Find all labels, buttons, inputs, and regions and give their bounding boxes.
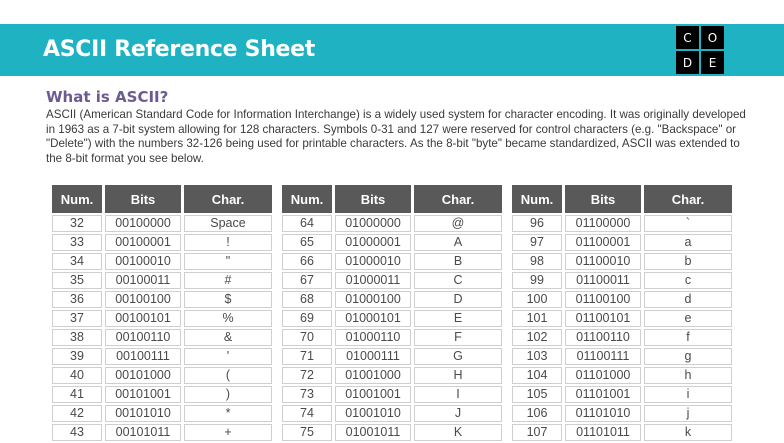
table-row (282, 234, 502, 251)
cell-char: e (644, 310, 732, 327)
cell-num: 65 (282, 234, 332, 251)
cell-char: f (644, 329, 732, 346)
cell-num: 39 (52, 348, 102, 365)
cell-num: 72 (282, 367, 332, 384)
table-row (52, 310, 272, 327)
ascii-table-1 (49, 183, 275, 443)
column-header-num: Num. (52, 185, 102, 213)
cell-char: " (184, 253, 272, 270)
cell-bits: 01001011 (335, 424, 411, 441)
cell-char: ! (184, 234, 272, 251)
cell-bits: 00100000 (105, 215, 181, 232)
cell-char: A (414, 234, 502, 251)
cell-bits: 00100101 (105, 310, 181, 327)
table-row (512, 291, 732, 308)
cell-char: ` (644, 215, 732, 232)
cell-bits: 00100100 (105, 291, 181, 308)
cell-bits: 01101000 (565, 367, 641, 384)
cell-char: % (184, 310, 272, 327)
table-row (282, 291, 502, 308)
cell-num: 70 (282, 329, 332, 346)
cell-num: 104 (512, 367, 562, 384)
cell-num: 35 (52, 272, 102, 289)
cell-char: G (414, 348, 502, 365)
cell-char: @ (414, 215, 502, 232)
table-row (52, 272, 272, 289)
cell-char: h (644, 367, 732, 384)
cell-bits: 01100101 (565, 310, 641, 327)
ascii-table-2 (279, 183, 505, 443)
ascii-table-3 (509, 183, 735, 443)
cell-num: 100 (512, 291, 562, 308)
cell-bits: 01100110 (565, 329, 641, 346)
table-row (282, 405, 502, 422)
table-row (512, 272, 732, 289)
table-header-row (512, 185, 732, 213)
cell-bits: 01000010 (335, 253, 411, 270)
column-header-num: Num. (282, 185, 332, 213)
cell-bits: 01000000 (335, 215, 411, 232)
table-row (282, 386, 502, 403)
cell-num: 98 (512, 253, 562, 270)
cell-char: J (414, 405, 502, 422)
cell-bits: 00100001 (105, 234, 181, 251)
cell-num: 99 (512, 272, 562, 289)
cell-num: 106 (512, 405, 562, 422)
table-row (282, 272, 502, 289)
table-row (282, 348, 502, 365)
header-banner (0, 24, 784, 76)
cell-num: 34 (52, 253, 102, 270)
table-row (512, 310, 732, 327)
cell-char: H (414, 367, 502, 384)
page-title: ASCII Reference Sheet (43, 37, 316, 62)
table-row (512, 253, 732, 270)
cell-char: j (644, 405, 732, 422)
cell-num: 73 (282, 386, 332, 403)
cell-char: b (644, 253, 732, 270)
table-row (52, 348, 272, 365)
cell-bits: 01001010 (335, 405, 411, 422)
cell-char: & (184, 329, 272, 346)
cell-bits: 01000101 (335, 310, 411, 327)
cell-char: K (414, 424, 502, 441)
cell-num: 68 (282, 291, 332, 308)
table-row (512, 424, 732, 441)
cell-char: I (414, 386, 502, 403)
cell-bits: 00101000 (105, 367, 181, 384)
column-header-char: Char. (414, 185, 502, 213)
cell-num: 43 (52, 424, 102, 441)
cell-char: ) (184, 386, 272, 403)
cell-num: 36 (52, 291, 102, 308)
table-header-row (52, 185, 272, 213)
table-row (52, 424, 272, 441)
cell-char: F (414, 329, 502, 346)
logo-letter: D (676, 51, 699, 74)
table-row (52, 367, 272, 384)
cell-char: i (644, 386, 732, 403)
cell-char: E (414, 310, 502, 327)
cell-bits: 01001001 (335, 386, 411, 403)
cell-num: 105 (512, 386, 562, 403)
cell-bits: 01100011 (565, 272, 641, 289)
column-header-num: Num. (512, 185, 562, 213)
cell-bits: 01000111 (335, 348, 411, 365)
table-header-row (282, 185, 502, 213)
table-row (512, 348, 732, 365)
table-row (52, 386, 272, 403)
column-header-char: Char. (184, 185, 272, 213)
cell-bits: 01000001 (335, 234, 411, 251)
cell-char: # (184, 272, 272, 289)
cell-char: B (414, 253, 502, 270)
cell-bits: 01100000 (565, 215, 641, 232)
cell-num: 107 (512, 424, 562, 441)
table-row (282, 310, 502, 327)
cell-bits: 00101010 (105, 405, 181, 422)
cell-num: 38 (52, 329, 102, 346)
cell-bits: 01000100 (335, 291, 411, 308)
cell-bits: 01101001 (565, 386, 641, 403)
cell-char: a (644, 234, 732, 251)
cell-num: 67 (282, 272, 332, 289)
cell-char: d (644, 291, 732, 308)
cell-char: Space (184, 215, 272, 232)
cell-num: 101 (512, 310, 562, 327)
intro-paragraph: ASCII (American Standard Code for Information Interchange) is a widely used system for character encoding. It was originally developed in 1963 as a 7-bit system allowing for 128 characters. Symbols 0-31 and 127 were reserved for control characters (e.g. "Backspace" or "Delete") with the numbers 32-126 being used for printable characters. As the 8-bit "byte" became standardized, ASCII was extended to the 8-bit format you see below. (46, 108, 746, 165)
cell-bits: 00100111 (105, 348, 181, 365)
cell-bits: 01001000 (335, 367, 411, 384)
cell-num: 74 (282, 405, 332, 422)
cell-char: c (644, 272, 732, 289)
code-logo (676, 26, 724, 74)
cell-char: g (644, 348, 732, 365)
table-row (52, 291, 272, 308)
cell-char: + (184, 424, 272, 441)
cell-char: C (414, 272, 502, 289)
cell-bits: 00101011 (105, 424, 181, 441)
cell-bits: 01100100 (565, 291, 641, 308)
column-header-char: Char. (644, 185, 732, 213)
cell-num: 40 (52, 367, 102, 384)
cell-char: $ (184, 291, 272, 308)
cell-num: 33 (52, 234, 102, 251)
cell-num: 69 (282, 310, 332, 327)
table-row (512, 405, 732, 422)
cell-bits: 00100011 (105, 272, 181, 289)
cell-char: ' (184, 348, 272, 365)
cell-num: 41 (52, 386, 102, 403)
table-row (512, 367, 732, 384)
table-row (52, 253, 272, 270)
cell-char: k (644, 424, 732, 441)
table-row (52, 329, 272, 346)
column-header-bits: Bits (335, 185, 411, 213)
cell-num: 64 (282, 215, 332, 232)
cell-bits: 01100001 (565, 234, 641, 251)
cell-bits: 01000011 (335, 272, 411, 289)
table-row (52, 405, 272, 422)
cell-num: 97 (512, 234, 562, 251)
table-row (282, 215, 502, 232)
cell-bits: 01100010 (565, 253, 641, 270)
cell-bits: 01000110 (335, 329, 411, 346)
table-row (282, 253, 502, 270)
logo-letter: O (701, 26, 724, 49)
cell-bits: 01100111 (565, 348, 641, 365)
table-row (52, 215, 272, 232)
table-row (52, 234, 272, 251)
cell-num: 102 (512, 329, 562, 346)
table-row (512, 234, 732, 251)
cell-bits: 01101010 (565, 405, 641, 422)
cell-char: * (184, 405, 272, 422)
cell-num: 96 (512, 215, 562, 232)
cell-bits: 01101011 (565, 424, 641, 441)
cell-num: 66 (282, 253, 332, 270)
cell-num: 42 (52, 405, 102, 422)
logo-letter: C (676, 26, 699, 49)
cell-num: 37 (52, 310, 102, 327)
table-row (282, 424, 502, 441)
logo-letter: E (701, 51, 724, 74)
table-row (512, 329, 732, 346)
cell-num: 71 (282, 348, 332, 365)
table-row (512, 215, 732, 232)
cell-num: 75 (282, 424, 332, 441)
column-header-bits: Bits (565, 185, 641, 213)
table-row (512, 386, 732, 403)
cell-bits: 00100110 (105, 329, 181, 346)
column-header-bits: Bits (105, 185, 181, 213)
cell-char: ( (184, 367, 272, 384)
table-row (282, 329, 502, 346)
intro-heading: What is ASCII? (46, 88, 169, 106)
cell-num: 32 (52, 215, 102, 232)
cell-bits: 00101001 (105, 386, 181, 403)
cell-num: 103 (512, 348, 562, 365)
cell-bits: 00100010 (105, 253, 181, 270)
table-row (282, 367, 502, 384)
cell-char: D (414, 291, 502, 308)
